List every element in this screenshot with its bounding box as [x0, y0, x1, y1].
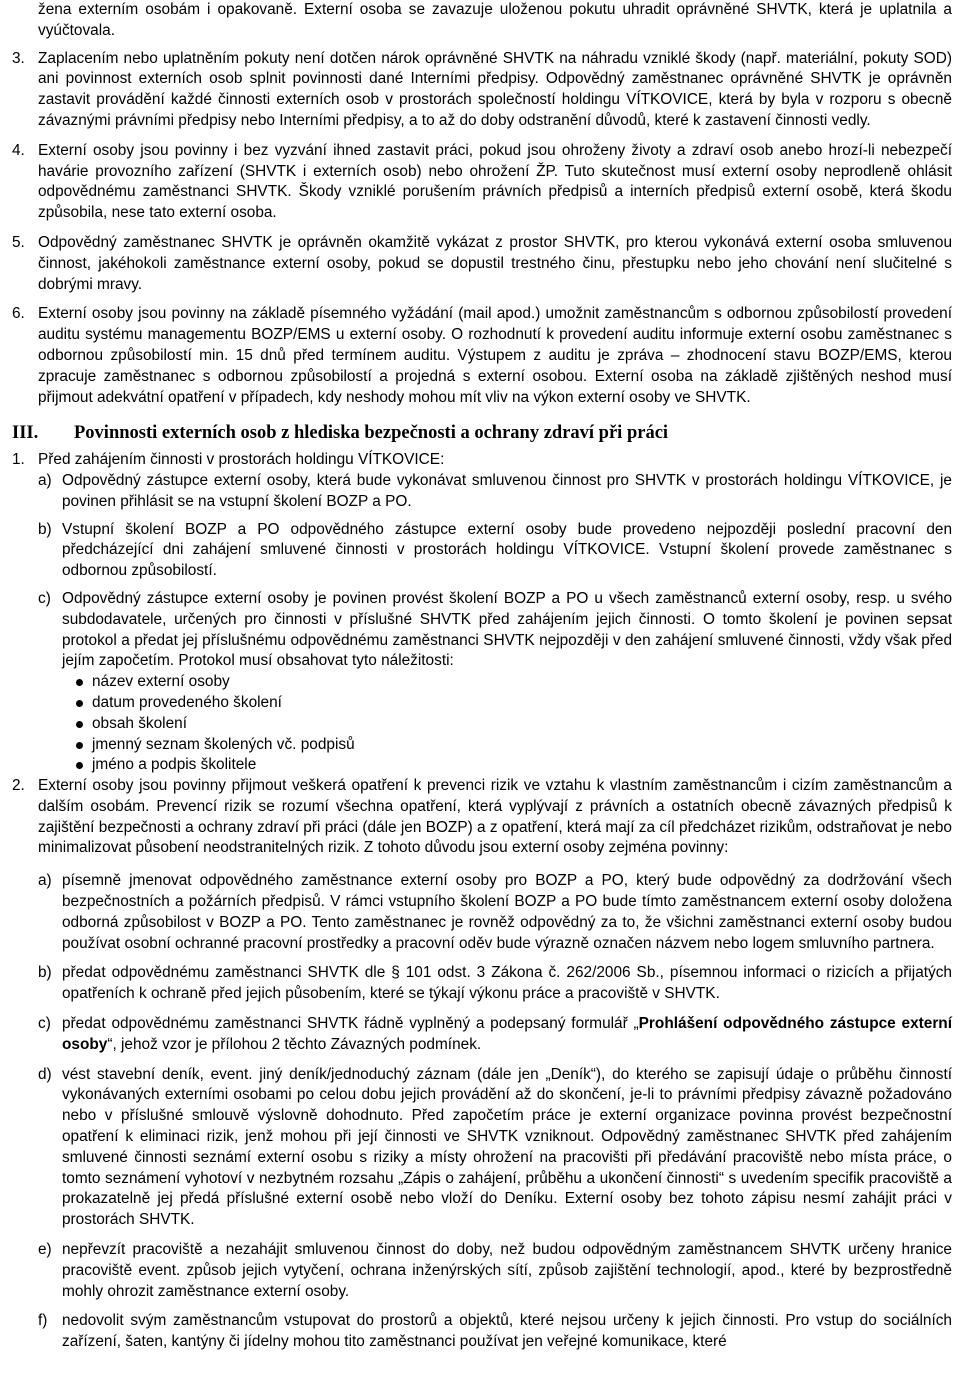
bullet-icon — [76, 700, 83, 707]
subitem-mark: a) — [38, 872, 52, 890]
item-text: Před zahájením činnosti v prostorách holdingu VÍTKOVICE: — [38, 451, 445, 469]
form-name: Prohlášení odpovědného zástupce externí osoby — [62, 1015, 952, 1053]
subitem-text: Odpovědný zástupce externí osoby je povinen provést školení BOZP a PO u všech zaměstnanců externí osoby, resp. u svého subdodavatele, určených pro činnosti v příslušné SHVTK před zahájením jejich činnosti. O tomto školení je povinen sepsat protokol a předat jej příslušnému odpovědnému zaměstnanci SHVTK nejpozději v den zahájení smluvené činnosti, vždy však před jejím započetím. Protokol musí obsahovat tyto náležitosti: — [62, 589, 952, 670]
list-item-5 — [12, 233, 952, 295]
item-text: Externí osoby jsou povinny přijmout veškerá opatření k prevenci rizik ve vztahu k vlastním zaměstnancům i cizím zaměstnancům a dalším osobám. Prevencí rizik se rozumí všechna opatření, která vyplývají z právních a ostatních obecně závazných předpisů k zajištění bezpečnosti a ochrany zdraví při práci (dále jen BOZP) a z opatření, která mají za cíl předcházet rizikům, odstraňovat je nebo minimalizovat působení neodstranitelných rizik. Z tohoto důvodu jsou externí osoby zejména povinny: — [38, 777, 952, 857]
subitem-2d — [12, 1065, 952, 1231]
subitem-mark: e) — [38, 1241, 52, 1259]
subitem-mark: a) — [38, 471, 52, 489]
list-item: název externí osoby — [12, 672, 952, 693]
list-item-3 — [12, 49, 952, 132]
item-text: Zaplacením nebo uplatněním pokuty není dotčen nárok oprávněné SHVTK na náhradu vzniklé škody (např. materiální, pokuty SOD) ani povinnost externích osob splnit povinnosti dané Interními předpisy. Odpovědný zaměstnanec oprávněné SHVTK je oprávněn zastavit provádění každé činnosti externích osob v prostorách společností holdingu VÍTKOVICE, která by byla v rozporu s obecně závaznými právními předpisy nebo Interními předpisy, a to až do doby odstranění důvodů, které k zastavení činnosti vedly. — [38, 49, 952, 129]
section-number: III. — [12, 423, 39, 444]
list-item: datum provedeného školení — [12, 693, 952, 714]
subitem-1a — [12, 471, 952, 513]
item-text: Odpovědný zaměstnanec SHVTK je oprávněn okamžitě vykázat z prostor SHVTK, pro kterou vykonává externí osoba smluvenou činnost, jakéhokoli zaměstnance externí osoby, pokud se dopustil trestného činu, přestupku nebo jeho chování není slučitelné s dobrými mravy. — [38, 233, 952, 293]
list-item: jmenný seznam školených vč. podpisů — [12, 735, 952, 756]
list-item-4 — [12, 141, 952, 224]
list-item-6 — [12, 304, 952, 408]
subitem-text: Vstupní školení BOZP a PO odpovědného zástupce externí osoby bude provedeno nejpozději poslední pracovní den předcházející dni zahájení smluvené činnosti v prostorách holdingu VÍTKOVICE. Vstupní školení provede zaměstnanec s odbornou způsobilostí. — [62, 520, 952, 580]
subitem-text: Odpovědný zástupce externí osoby, která bude vykonávat smluvenou činnost pro SHVTK v prostorách holdingu VÍTKOVICE, je povinen přihlásit se na vstupní školení BOZP a PO. — [62, 471, 952, 510]
list-item-2 — [12, 776, 952, 859]
bullet-icon — [76, 762, 83, 769]
continued-paragraph: žena externím osobám i opakovaně. Externí osoba se zavazuje uloženou pokutu uhradit oprávněné SHVTK, která je uplatnila a vyúčtovala. — [38, 1, 952, 39]
subitem-mark: c) — [38, 589, 51, 607]
subitem-text: písemně jmenovat odpovědného zaměstnance externí osoby pro BOZP a PO, který bude odpovědný za dodržování všech bezpečnostních a požárních předpisů. V rámci vstupního školení BOZP a PO bude tímto zaměstnancem externí osoby doložena odborná způsobilost v BOZP a PO. Tento zaměstnanec je rovněž odpovědný za to, že všichni zaměstnanci externí osoby budou používat osobní ochranné pracovní prostředky a pracovní oděv bude výrazně označen názvem nebo logem smluvního partnera. — [62, 872, 952, 952]
item-text: Externí osoby jsou povinny na základě písemného vyžádání (mail apod.) umožnit zaměstnancům s odbornou způsobilostí provedení auditu systému managementu BOZP/EMS u externí osoby. O rozhodnutí k provedení auditu informuje externí osobu zaměstnanec s odbornou způsobilostí min. 15 dnů před termínem auditu. Výstupem z auditu je zpráva – zhodnocení stavu BOZP/EMS, kterou zpracuje zaměstnanec s odbornou způsobilostí a projedná s externí osobou. Externí osoba na základě zjištěných neshod musí přijmout adekvátní opatření v případech, kdy neshody mohou mít vliv na výkon externí osoby ve SHVTK. — [38, 305, 952, 406]
subitem-1c — [12, 589, 952, 672]
item-number: 6. — [12, 305, 25, 323]
item-number: 4. — [12, 141, 25, 159]
subitem-text: nedovolit svým zaměstnancům vstupovat do prostorů a objektů, které nejsou určeny k jejich činnosti. Pro vstup do sociálních zařízení, šaten, kantýny či jídelny mohou tito zaměstnanci používat jen veřejné komunikace, které — [62, 1312, 952, 1351]
subitem-mark: c) — [38, 1015, 51, 1033]
section-title: Povinnosti externích osob z hlediska bezpečnosti a ochrany zdraví při práci — [74, 423, 669, 444]
list-item: obsah školení — [12, 714, 952, 735]
item-number: 5. — [12, 233, 25, 251]
subitem-2e — [12, 1240, 952, 1302]
item-number: 2. — [12, 777, 25, 795]
subitem-2f — [12, 1311, 952, 1353]
subitem-text: nepřevzít pracoviště a nezahájit smluvenou činnost do doby, než budou odpovědným zaměstnancem SHVTK určeny hranice pracoviště event. způsob jejich vytyčení, ochrana inženýrských sítí, způsob zajištění technologií, apod., které by bezprostředně mohly ohrozit zaměstnance externí osoby. — [62, 1241, 952, 1300]
item-text: Externí osoby jsou povinny i bez vyzvání ihned zastavit práci, pokud jsou ohroženy životy a zdraví osob anebo hrozí-li nebezpečí havárie provozního zařízení (SHVTK i externích osob) nebo ohrožení ŽP. Tuto skutečnost musí externí osoby neprodleně ohlásit odpovědnému zaměstnanci SHVTK. Škody vzniklé porušením právních předpisů a interních předpisů externí osobě, která škodu způsobila, nese tato externí osoba. — [38, 141, 952, 222]
protocol-requirements-list — [12, 672, 952, 776]
numbered-list-top — [12, 49, 952, 409]
subitem-2c — [12, 1014, 952, 1056]
bullet-icon — [76, 679, 83, 686]
subitem-text: předat odpovědnému zaměstnanci SHVTK řádně vyplněný a podepsaný formulář „Prohlášení odpovědného zástupce externí osoby“, jehož vzor je přílohou 2 těchto Závazných podmínek. — [62, 1015, 952, 1053]
subitem-mark: f) — [38, 1312, 48, 1330]
subitem-mark: b) — [38, 964, 52, 982]
section-heading — [12, 423, 952, 444]
item-number: 1. — [12, 451, 25, 469]
bullet-icon — [76, 721, 83, 728]
list-item: jméno a podpis školitele — [12, 755, 952, 776]
subitem-text: předat odpovědnému zaměstnanci SHVTK dle § 101 odst. 3 Zákona č. 262/2006 Sb., písemnou informaci o rizicích a přijatých opatřeních k ochraně před jejich působením, které se týkají výkonu práce a pracoviště v SHVTK. — [62, 964, 952, 1003]
subitem-text: vést stavební deník, event. jiný deník/jednoduchý záznam (dále jen „Deník“), do kterého se zapisují údaje o průběhu činností vykonávaných externími osobami po celou dobu jejich provádění až do skončení, je-li to právními předpisy závazně požadováno nebo v příslušné smlouvě výslovně dohodnuto. Před započetím práce je externí organizace povinna provést bezpečnostní opatření k eliminaci rizik, jenž mohou při její činnosti ve SHVTK vzniknout. Odpovědný zaměstnanec SHVTK před zahájením smluvené činnosti seznámí externí osobu s riziky a místy ohrožení na pracovišti při předávání pracoviště nebo místa práce, o tomto seznámení vyhotoví v nezbytném rozsahu „Zápis o zahájení, průběhu a ukončení činnosti“ s uvedením specifik pracoviště a prokazatelně jej předá příslušné externí osobě nebo vloží do Deníku. Externí osoby bez tohoto zápisu nesmí zahájit práci v prostorách SHVTK. — [62, 1065, 952, 1229]
subitem-1b — [12, 520, 952, 582]
bullet-icon — [76, 742, 83, 749]
item-number: 3. — [12, 49, 25, 67]
subitem-2b — [12, 963, 952, 1005]
subitem-mark: b) — [38, 520, 52, 538]
list-item-1 — [12, 450, 952, 471]
subitem-2a — [12, 871, 952, 954]
subitem-mark: d) — [38, 1065, 52, 1083]
